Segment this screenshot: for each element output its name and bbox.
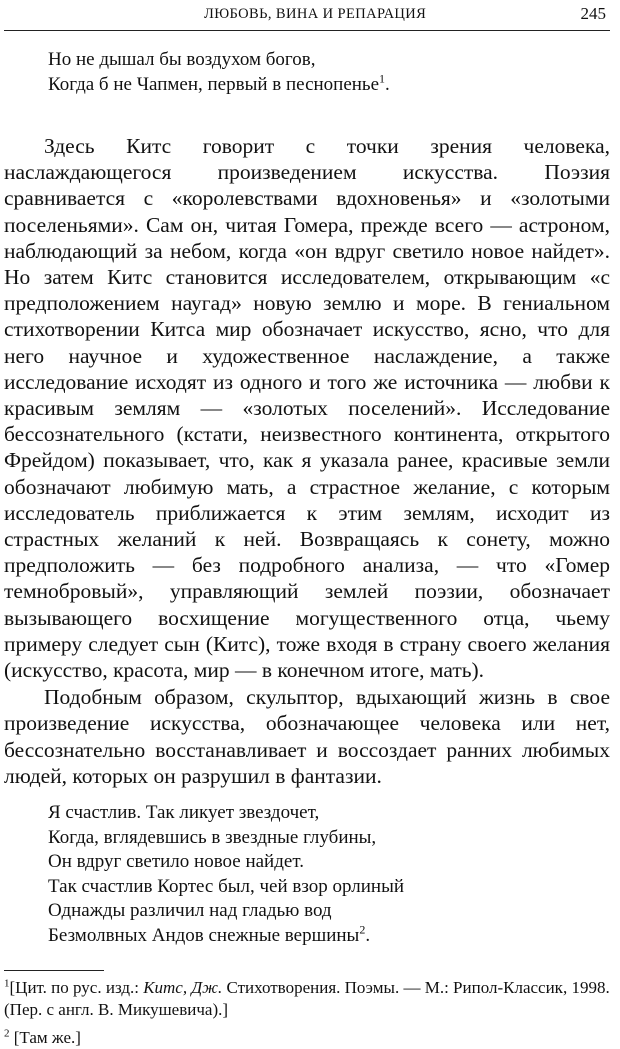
verse-line: Безмолвных Андов снежные вершины$^2$. bbox=[48, 922, 371, 946]
footnote-text: [Там же.] bbox=[13, 1028, 81, 1048]
paragraph: Здесь Китс говорит с точки зрения человека, наслаждающегося произведением искусства. Поэзия сравнивается с «королевствами вдохновенья» и «золотыми поселеньями». Сам он, читая Гомера, прежде всего — астроном, наблюдающий за небом, когда «он вдруг светило новое найдет». Но затем Китс становится исследователем, открывающим «с предположением наугад» новую землю и море. В гениальном стихотворении Китса мир обозначает искусство, ясно, что для него научное и художественное наслаждение, а также исследование исходят из одного и того же источника — любви к красивым землям — «золотых поселений». Исследование бессознательного (кстати, неизвестного континента, открытого Фрейдом) показывает, что, как я указала ранее, красивые земли обозначают любимую мать, а страстное желание, с которым исследователь приближается к этим землям, исходит из страстных желаний к ней. Возвращаясь к сонету, можно предположить — без подробного анализа, — что «Гомер темнобровый», управляющий землей поэзии, обозначает вызывающего восхищение могущественного отца, чьему примеру следует сын (Китс), тоже входя в страну своего желания (искусство, красота, мир — в конечном итоге, мать). bbox=[4, 134, 610, 683]
footnote-author: Китс, Дж. bbox=[143, 978, 223, 998]
footnote-reference: 1 bbox=[379, 71, 386, 86]
verse-line: Когда б не Чапмен, первый в песнопенье$^1$. bbox=[48, 71, 390, 95]
footnote-1 bbox=[4, 977, 610, 1021]
footnote-mark: 2 bbox=[4, 1027, 10, 1040]
footnote-2 bbox=[4, 1027, 610, 1049]
paragraph: Подобным образом, скульптор, вдыхающий жизнь в свое произведение искусства, обозначающее человека или нет, бессознательно восстанавливает и воссоздает ранних любимых людей, которых он разрушил в фантазии. bbox=[4, 685, 610, 788]
footnote-reference: 2 bbox=[359, 922, 366, 937]
verse-line: Но не дышал бы воздухом богов, bbox=[48, 49, 316, 70]
footnote-divider bbox=[4, 970, 104, 971]
verse-line-text: Когда б не Чапмен, первый в песнопенье bbox=[48, 73, 380, 95]
verse-quote-chapman bbox=[4, 48, 610, 97]
page-header bbox=[4, 0, 610, 31]
verse-line: Однажды различил над гладью вод bbox=[48, 900, 332, 922]
verse-line: Когда, вглядевшись в звездные глубины, bbox=[48, 826, 377, 848]
footnote-mark: 1 bbox=[4, 977, 10, 990]
page-number: 245 bbox=[580, 4, 606, 23]
footnote-text: Стихотворения. Поэмы. — М.: Рипол-Классик, 1998. (Пер. с англ. В. Микушевича).] bbox=[4, 978, 610, 1020]
verse-line-text: Безмолвных Андов снежные вершины bbox=[48, 924, 360, 946]
verse-quote-sonnet bbox=[4, 801, 610, 948]
verse-line: Так счастлив Кортес был, чей взор орлиный bbox=[48, 875, 405, 897]
footnote-text: [Цит. по рус. изд.: bbox=[9, 978, 144, 998]
verse-line: Я счастлив. Так ликует звездочет, bbox=[48, 802, 320, 824]
running-title: ЛЮБОВЬ, ВИНА И РЕПАРАЦИЯ bbox=[204, 6, 427, 22]
verse-line: Он вдруг светило новое найдет. bbox=[48, 851, 304, 873]
